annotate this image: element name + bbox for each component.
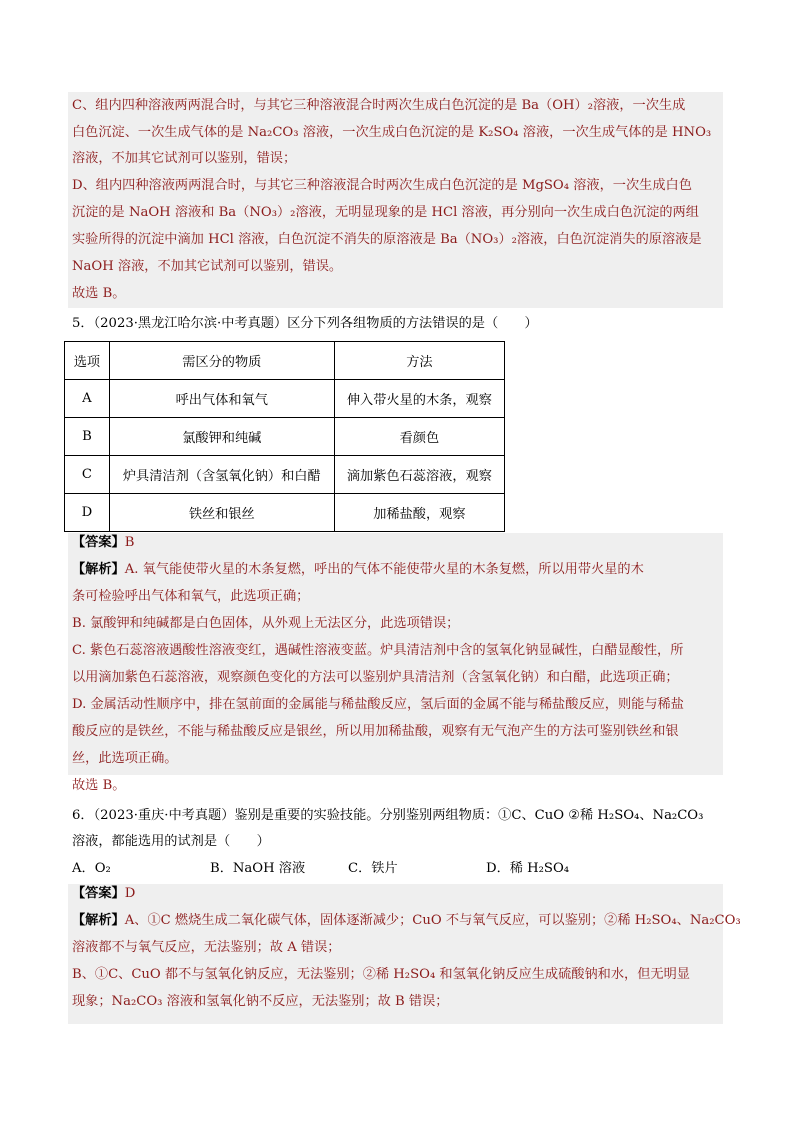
question-5-table (64, 341, 505, 532)
option-b: B．NaOH 溶液 (210, 861, 306, 876)
analysis-text: A、①C 燃烧生成二氧化碳气体，固体逐渐减少；CuO 不与氧气反应，可以鉴别；②稀 H₂SO₄、Na₂CO₃ (124, 913, 741, 928)
prev-solution-line: 故选 B。 (72, 286, 126, 301)
answer-tag: 【答案】 (72, 535, 125, 550)
answer-line (72, 533, 134, 553)
analysis-line: 条可检验呼出气体和氧气，此选项正确； (72, 589, 310, 604)
question-6-stem-line1: 6．（2023·重庆·中考真题）鉴别是重要的实验技能。分别鉴别两组物质：①C、CuO ②稀 H₂SO₄、Na₂CO₃ (72, 808, 704, 823)
table-row (65, 380, 505, 418)
table-cell: 看颜色 (334, 418, 504, 456)
answer-value: D (124, 886, 136, 901)
analysis-line: 丝，此选项正确。 (72, 751, 178, 766)
table-cell: C (65, 456, 110, 494)
option-d: D．稀 H₂SO₄ (486, 861, 570, 876)
table-row (65, 494, 505, 532)
prev-solution-line: 沉淀的是 NaOH 溶液和 Ba（NO₃）₂溶液，无明显现象的是 HCl 溶液，再分别向一次生成白色沉淀的两组 (72, 205, 699, 220)
table-cell: 炉具清洁剂（含氢氧化钠）和白醋 (109, 456, 334, 494)
table-cell: 加稀盐酸，观察 (334, 494, 504, 532)
table-header-cell: 需区分的物质 (109, 342, 334, 380)
table-cell: 伸入带火星的木条，观察 (334, 380, 504, 418)
table-header-row (65, 342, 505, 380)
option-c: C．铁片 (348, 861, 398, 876)
analysis-line: 故选 B。 (72, 778, 126, 793)
question-6-stem-line2: 溶液，都能选用的试剂是（ ） (72, 834, 270, 849)
question-5-stem: 5．（2023·黑龙江哈尔滨·中考真题）区分下列各组物质的方法错误的是（ ） (72, 316, 538, 331)
table-cell: B (65, 418, 110, 456)
table-cell: A (65, 380, 110, 418)
table-cell: 滴加紫色石蕊溶液，观察 (334, 456, 504, 494)
prev-solution-line: D、组内四种溶液两两混合时，与其它三种溶液混合时两次生成白色沉淀的是 MgSO₄ 溶液，一次生成白色 (72, 178, 692, 193)
prev-solution-block (68, 92, 723, 308)
question-6-solution-block (68, 884, 741, 1024)
analysis-text: A. 氧气能使带火星的木条复燃，呼出的气体不能使带火星的木条复燃，所以用带火星的木 (124, 562, 644, 577)
prev-solution-line: C、组内四种溶液两两混合时，与其它三种溶液混合时两次生成白色沉淀的是 Ba（OH）₂溶液，一次生成 (72, 98, 686, 113)
answer-value: B (124, 535, 135, 550)
analysis-line: B、①C、CuO 都不与氢氧化钠反应，无法鉴别；②稀 H₂SO₄ 和氢氧化钠反应生成硫酸钠和水，但无明显 (72, 967, 690, 982)
analysis-line: D. 金属活动性顺序中，排在氢前面的金属能与稀盐酸反应，氢后面的金属不能与稀盐酸反应，则能与稀盐 (72, 697, 684, 712)
table-cell: 氯酸钾和纯碱 (109, 418, 334, 456)
answer-line (72, 884, 135, 904)
analysis-line: 现象；Na₂CO₃ 溶液和氢氧化钠不反应，无法鉴别；故 B 错误； (72, 994, 449, 1009)
table-cell: D (65, 494, 110, 532)
prev-solution-line: NaOH 溶液，不加其它试剂可以鉴别，错误。 (72, 259, 343, 274)
answer-tag: 【答案】 (72, 886, 125, 901)
analysis-line (72, 911, 741, 931)
question-5-solution-block (68, 533, 723, 793)
analysis-line: 溶液都不与氧气反应，无法鉴别；故 A 错误； (72, 940, 341, 955)
analysis-tag: 【解析】 (72, 562, 125, 577)
option-a: A．O₂ (72, 861, 111, 876)
table-row (65, 418, 505, 456)
table-header-cell: 方法 (334, 342, 504, 380)
analysis-line (72, 560, 644, 580)
prev-solution-line: 白色沉淀、一次生成气体的是 Na₂CO₃ 溶液，一次生成白色沉淀的是 K₂SO₄ 溶液，一次生成气体的是 HNO₃ (72, 125, 712, 140)
analysis-line: B. 氯酸钾和纯碱都是白色固体，从外观上无法区分，此选项错误； (72, 616, 460, 631)
table-cell: 铁丝和银丝 (109, 494, 334, 532)
analysis-tag: 【解析】 (72, 913, 125, 928)
analysis-line: C. 紫色石蕊溶液遇酸性溶液变红，遇碱性溶液变蓝。炉具清洁剂中含的氢氧化钠显碱性，白醋显酸性，所 (72, 643, 684, 658)
table-header-cell: 选项 (65, 342, 110, 380)
prev-solution-line: 实验所得的沉淀中滴加 HCl 溶液，白色沉淀不消失的原溶液是 Ba（NO₃）₂溶液，白色沉淀消失的原溶液是 (72, 232, 702, 247)
table-cell: 呼出气体和氧气 (109, 380, 334, 418)
table-row (65, 456, 505, 494)
prev-solution-line: 溶液，不加其它试剂可以鉴别，错误； (72, 151, 297, 166)
analysis-line: 酸反应的是铁丝，不能与稀盐酸反应是银丝，所以用加稀盐酸，观察有无气泡产生的方法可鉴别铁丝和银 (72, 724, 679, 739)
analysis-line: 以用滴加紫色石蕊溶液，观察颜色变化的方法可以鉴别炉具清洁剂（含氢氧化钠）和白醋，此选项正确； (72, 670, 679, 685)
